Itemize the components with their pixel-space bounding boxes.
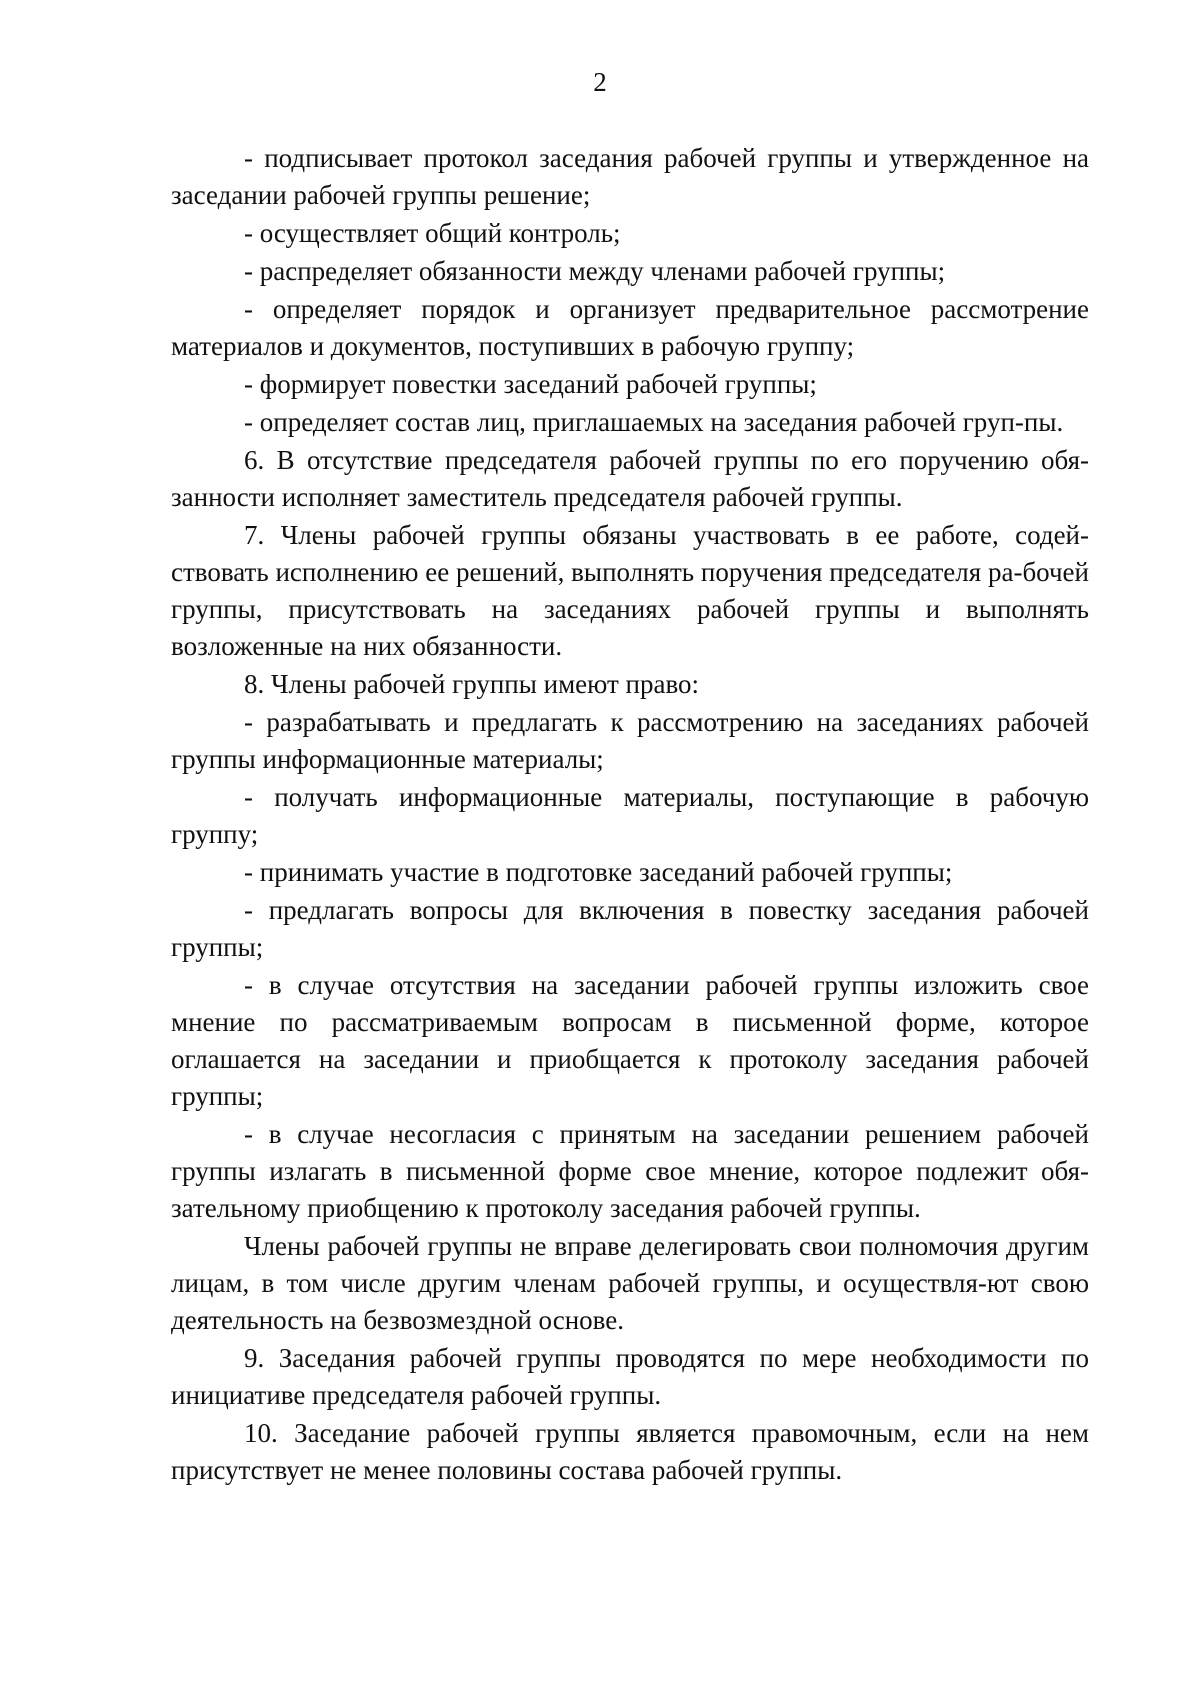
paragraph: Члены рабочей группы не вправе делегировать свои полномочия другим лицам, в том числе другим членам рабочей группы, и осуществля-ют свою деятельность на безвозмездной основе. xyxy=(171,1231,1089,1335)
paragraph: 6. В отсутствие председателя рабочей группы по его поручению обя-занности исполняет заместитель председателя рабочей группы. xyxy=(171,445,1089,512)
page-number: 2 xyxy=(593,67,607,97)
paragraph: - получать информационные материалы, поступающие в рабочую группу; xyxy=(171,782,1089,849)
paragraph: 7. Члены рабочей группы обязаны участвовать в ее работе, содей-ствовать исполнению ее решений, выполнять поручения председателя ра-бочей группы, присутствовать на заседаниях рабочей группы и выполнять возложенные на них обязанности. xyxy=(171,520,1089,661)
paragraph: - предлагать вопросы для включения в повестку заседания рабочей группы; xyxy=(171,895,1089,962)
paragraph: 9. Заседания рабочей группы проводятся по мере необходимости по инициативе председателя рабочей группы. xyxy=(171,1343,1089,1410)
paragraph: 8. Члены рабочей группы имеют право: xyxy=(244,669,700,699)
paragraph: - подписывает протокол заседания рабочей группы и утвержденное на заседании рабочей группы решение; xyxy=(171,143,1089,210)
paragraph: - в случае несогласия с принятым на заседании решением рабочей группы излагать в письменной форме свое мнение, которое подлежит обя-зательному приобщению к протоколу заседания рабочей группы. xyxy=(171,1119,1089,1223)
paragraph: - в случае отсутствия на заседании рабочей группы изложить свое мнение по рассматриваемым вопросам в письменной форме, которое оглашается на заседании и приобщается к протоколу заседания рабочей группы; xyxy=(171,970,1089,1111)
paragraph: - разрабатывать и предлагать к рассмотрению на заседаниях рабочей группы информационные материалы; xyxy=(171,707,1089,774)
paragraph: 10. Заседание рабочей группы является правомочным, если на нем присутствует не менее половины состава рабочей группы. xyxy=(171,1418,1089,1485)
paragraph: - принимать участие в подготовке заседаний рабочей группы; xyxy=(244,857,953,887)
paragraph: - определяет порядок и организует предварительное рассмотрение материалов и документов, поступивших в рабочую группу; xyxy=(171,294,1089,361)
paragraph: - формирует повестки заседаний рабочей группы; xyxy=(244,369,817,399)
paragraph: - осуществляет общий контроль; xyxy=(244,218,621,248)
document-body xyxy=(171,140,1089,1490)
paragraph: - определяет состав лиц, приглашаемых на заседания рабочей груп-пы. xyxy=(244,407,1064,437)
paragraph: - распределяет обязанности между членами рабочей группы; xyxy=(244,256,946,286)
